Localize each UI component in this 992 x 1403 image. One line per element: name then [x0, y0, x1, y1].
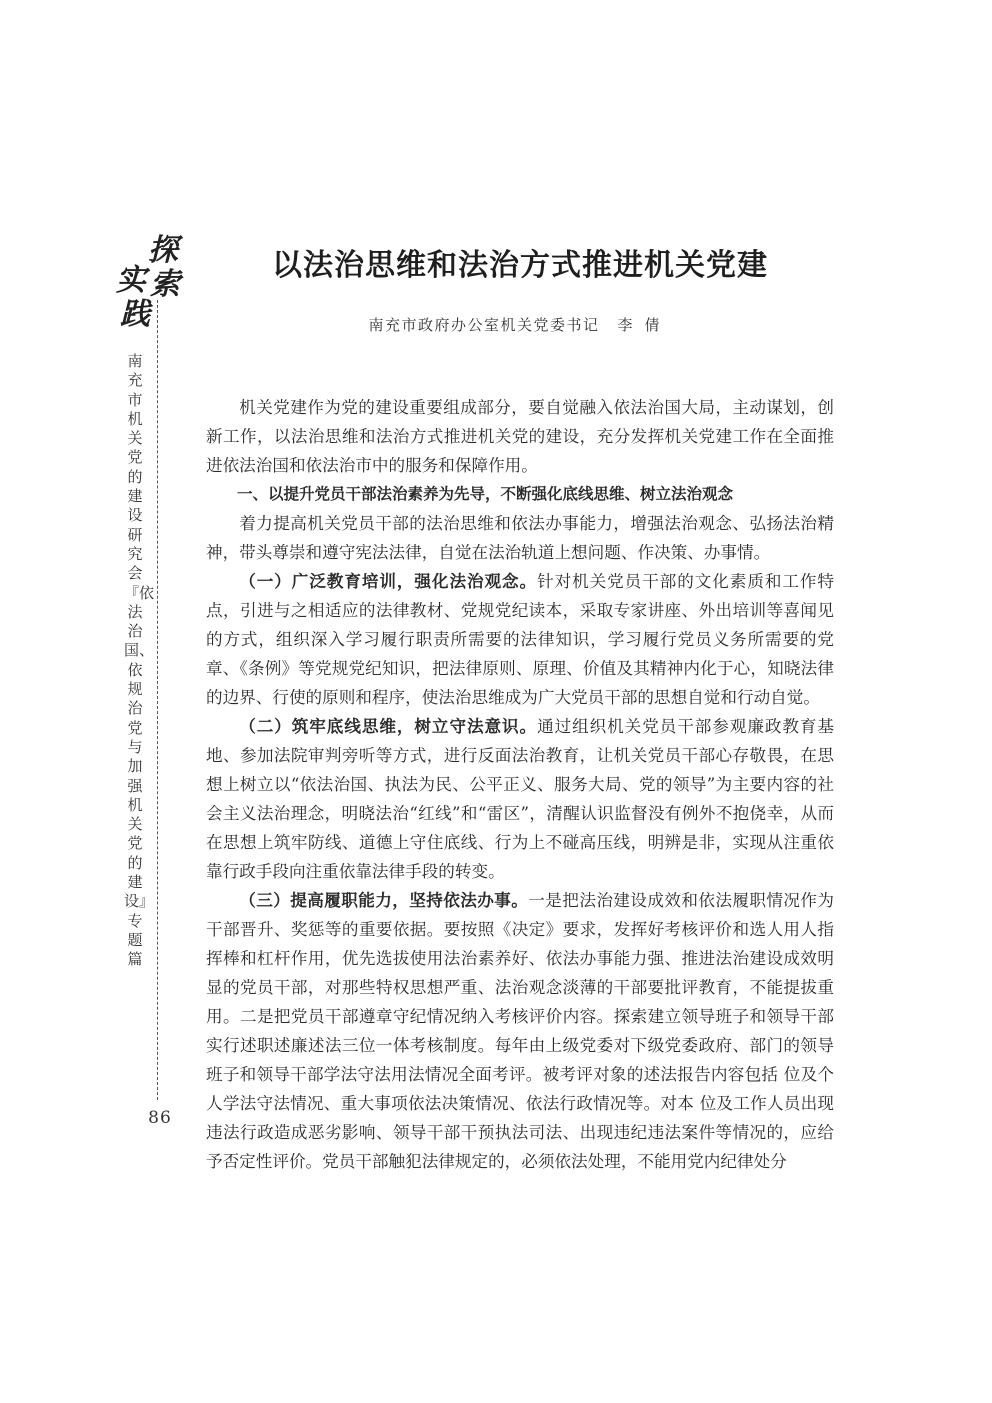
body-paragraph: [206, 886, 834, 1176]
byline-author: 李倩: [617, 316, 672, 334]
body-paragraph: [206, 567, 834, 712]
paragraph-text: 着力提高机关党员干部的法治思维和依法办事能力，增强法治观念、弘扬法治精神，带头尊崇和遵守宪法法律，自觉在法治轨道上想问题、作决策、办事情。: [206, 514, 834, 562]
paragraph-text: 机关党建作为党的建设重要组成部分，要自觉融入依法治国大局，主动谋划，创新工作，以法治思维和法治方式推进机关党的建设，充分发挥机关党建工作在全面推进依法治国和依法治市中的服务和保障作用。: [206, 398, 834, 475]
byline-organization: 南充市政府办公室机关党委书记: [368, 316, 600, 334]
paragraph-text: 针对机关党员干部的文化素质和工作特点，引进与之相适应的法律教材、党规党纪读本，采取专家讲座、外出培训等喜闻见的方式，组织深入学习履行职责所需要的法律知识，学习履行党员义务所需要的党章、《条例》等党规党纪知识，把法律原则、原理、价值及其精神内化于心，知晓法律的边界、行使的原则和程序，使法治思维成为广大党员干部的思想自觉和行动自觉。: [206, 572, 835, 707]
article-body: [206, 393, 834, 1176]
column-vertical-title: 南充市机关党的建设研究会『依法治国、依规治党与加强机关党的建设』专题篇: [124, 352, 155, 969]
logo-char: 索: [150, 267, 180, 302]
column-logo: [112, 233, 184, 340]
article-byline: [200, 314, 840, 335]
logo-char: 实: [116, 263, 146, 298]
page-number: 86: [148, 1108, 172, 1128]
subsection-heading: （一）广泛教育培训，强化法治观念。: [239, 572, 538, 591]
section-heading: 一、以提升党员干部法治素养为先导，不断强化底线思维、树立法治观念: [237, 485, 734, 503]
body-paragraph: [206, 509, 834, 567]
subsection-heading: （三）提高履职能力，坚持依法办事。: [239, 891, 529, 910]
paragraph-text: 一是把法治建设成效和依法履职情况作为干部晋升、奖惩等的重要依据。要按照《决定》要求，发挥好考核评价和选人用人指挥棒和杠杆作用，优先选拔使用法治素养好、依法办事能力强、推进法治建设成效明显的党员干部，对那些特权思想严重、法治观念淡薄的干部要批评教育，不能提拔重用。二是把党员干部遵章守纪情况纳入考核评价内容。探索建立领导班子和领导干部实行述职述廉述法三位一体考核制度。每年由上级党委对下级党委政府、部门的领导班子和领导干部学法守法用法情况全面考评。被考评对象的述法报告内容包括 位及个人学法守法情况、重大事项依法决策情况、依法行政情况等。对本 位及工作人员出现违法行政造成恶劣影响、领导干部干预执法司法、出现违纪违法案件等情况的，应给予否定性评价。党员干部触犯法律规定的，必须依法处理，不能用党内纪律处分: [206, 891, 834, 1171]
paragraph-text: 通过组织机关党员干部参观廉政教育基地、参加法院审判旁听等方式，进行反面法治教育，让机关党员干部心存敬畏，在思想上树立以“依法治国、执法为民、公平正义、服务大局、党的领导”为主要内容的社会主义法治理念，明晓法治“红线”和“雷区”，清醒认识监督没有例外不抱侥幸，从而在思想上筑牢防线、道德上守住底线、行为上不碰高压线，明辨是非，实现从注重依靠行政手段向注重依靠法律手段的转变。: [206, 717, 835, 881]
body-paragraph: [206, 712, 834, 886]
logo-char: 践: [120, 297, 150, 332]
body-paragraph: [206, 393, 834, 480]
article-title: 以法治思维和法治方式推进机关党建: [272, 248, 768, 283]
logo-char: 探: [148, 233, 178, 268]
subsection-heading: （二）筑牢底线思维，树立守法意识。: [239, 717, 538, 736]
sidebar-dashed-divider: [157, 300, 158, 1100]
